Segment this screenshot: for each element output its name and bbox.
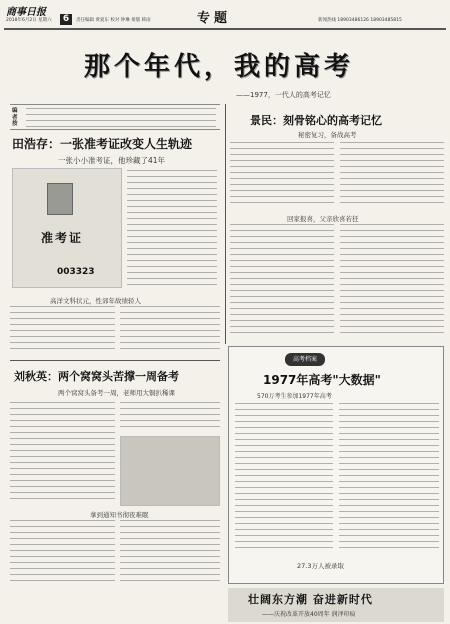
story2-section-head: 回家报喜，父亲欣喜若狂 xyxy=(287,215,359,223)
story1-subhead: 一张小小准考证，他珍藏了41年 xyxy=(58,156,166,165)
feature-title: 那个年代，我的高考 xyxy=(84,52,355,82)
banner-subtitle: ——庆祝改革开放40周年 润泽印痕 xyxy=(262,611,356,618)
story2-text-d xyxy=(340,224,444,334)
data-box xyxy=(228,346,444,584)
story2-text-a xyxy=(230,142,334,208)
feature-subtitle: ——1977，一代人的高考记忆 xyxy=(236,91,331,99)
section-title: 专题 xyxy=(197,11,232,26)
portrait-photo xyxy=(47,183,73,215)
story1-text-bottom-a xyxy=(10,306,115,354)
archive-badge: 高考档案 xyxy=(285,353,325,366)
story3-text-c xyxy=(10,520,115,584)
story3-text-a xyxy=(10,402,115,502)
story3-headline: 刘秋英：两个窝窝头苦撑一周备考 xyxy=(14,370,179,383)
editors: 责任编辑 黄爱东 校对 钟琳 排版 韩雨 xyxy=(76,18,151,23)
masthead-rule xyxy=(4,28,446,30)
story3-rule xyxy=(10,360,220,361)
ticket-number: 003323 xyxy=(57,267,95,277)
story2-headline: 景民：刻骨铭心的高考记忆 xyxy=(250,114,382,127)
story2-subhead: 秘密复习，备战高考 xyxy=(298,131,357,139)
story3-subhead: 两个窝窝头备考一周，老师用大铜扒稀课 xyxy=(58,389,175,397)
story1-text-col1 xyxy=(127,170,217,290)
masthead xyxy=(0,0,450,32)
date-issue: 2018年6月2日 星期六 xyxy=(6,18,52,23)
story2-text-c xyxy=(230,224,334,334)
story1-text-bottom-b xyxy=(120,306,220,354)
page-number-box xyxy=(60,14,72,25)
page-number: 6 xyxy=(62,14,70,24)
data-box-text-b xyxy=(339,403,439,553)
data-box-text-a xyxy=(235,403,333,553)
editor-note-label: 编者按 xyxy=(12,108,18,127)
story3-photo xyxy=(120,436,220,506)
story3-text-b xyxy=(120,402,220,432)
column-divider xyxy=(225,104,226,344)
editor-note-text xyxy=(26,108,216,128)
story1-headline: 田浩存：一张准考证改变人生轨迹 xyxy=(12,137,193,151)
story2-text-b xyxy=(340,142,444,208)
ticket-title: 准考证 xyxy=(41,231,84,245)
story1-section-head: 高洋文科状元，性郊年故绩轿人 xyxy=(50,297,141,305)
story3-section-head: 拿到通知书彻夜难眠 xyxy=(90,511,149,519)
editor-note xyxy=(10,104,220,130)
data-box-footer: 27.3万人被录取 xyxy=(297,562,344,570)
admission-ticket-photo xyxy=(12,168,122,288)
anniversary-banner xyxy=(228,588,444,622)
data-box-title: 1977年高考"大数据" xyxy=(263,373,381,387)
data-box-subtitle: 570万考生参加1977年高考 xyxy=(257,393,332,400)
hotline: 新闻热线 18903486126 18903485815 xyxy=(318,18,402,23)
story3-text-d xyxy=(120,520,220,584)
paper-name: 商事日报 xyxy=(6,7,46,18)
banner-title: 壮阔东方潮 奋进新时代 xyxy=(248,593,373,606)
